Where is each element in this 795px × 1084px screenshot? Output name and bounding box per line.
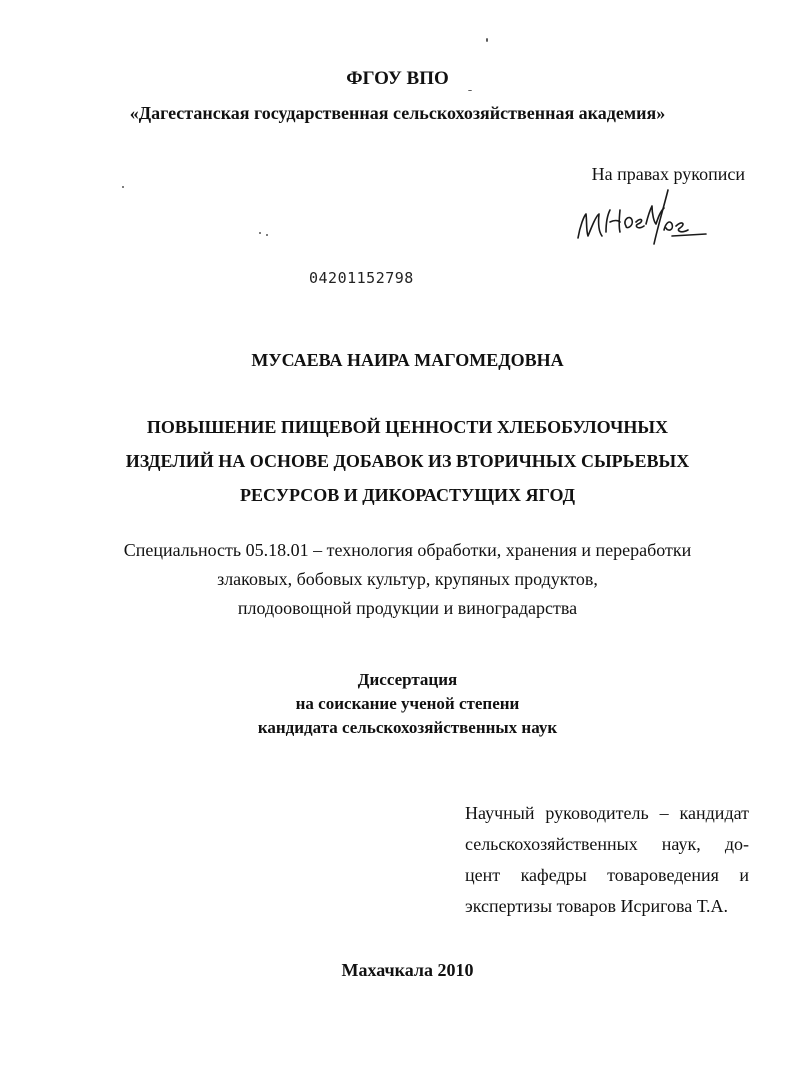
supervisor-line: экспертизы товаров Исригова Т.А. [465,896,728,916]
specialty-line: Специальность 05.18.01 – технология обработки, хранения и переработки [123,540,692,560]
scan-speck [259,232,261,234]
supervisor-line: сельскохозяйственных наук, до- [465,834,749,854]
supervisor-line: Научный руководитель – кандидат [465,803,749,823]
specialty-line: плодоовощной продукции и виноградарства [237,598,578,618]
scientific-supervisor [465,798,749,922]
degree-line: на соискание ученой степени [295,694,520,713]
supervisor-line: цент кафедры товароведения и [465,865,749,885]
degree-line: кандидата сельскохозяйственных наук [257,718,558,737]
city-and-year: Махачкала 2010 [341,960,474,980]
author-name: МУСАЕВА НАИРА МАГОМЕДОВНА [251,350,564,370]
degree-line: Диссертация [357,670,458,689]
scan-speck [486,38,488,42]
thesis-title [10,410,795,512]
scan-speck [122,186,124,188]
manuscript-rights-note: На правах рукописи [591,164,745,184]
scan-speck [266,234,268,236]
thesis-title-line: ПОВЫШЕНИЕ ПИЩЕВОЙ ЦЕННОСТИ ХЛЕБОБУЛОЧНЫХ [146,417,669,437]
handwritten-signature-icon [572,186,712,248]
specialty-description [10,536,795,623]
scan-speck [468,90,472,91]
thesis-title-line: ИЗДЕЛИЙ НА ОСНОВЕ ДОБАВОК ИЗ ВТОРИЧНЫХ СЫРЬЕВЫХ [125,451,690,471]
organization-acronym: ФГОУ ВПО [346,68,449,89]
thesis-title-line: РЕСУРСОВ И ДИКОРАСТУЩИХ ЯГОД [240,485,575,505]
registration-number: 04201152798 [309,269,414,287]
specialty-line: злаковых, бобовых культур, крупяных продуктов, [217,569,598,589]
degree-statement [10,668,795,740]
organization-name: «Дагестанская государственная сельскохозяйственная академия» [129,103,666,123]
